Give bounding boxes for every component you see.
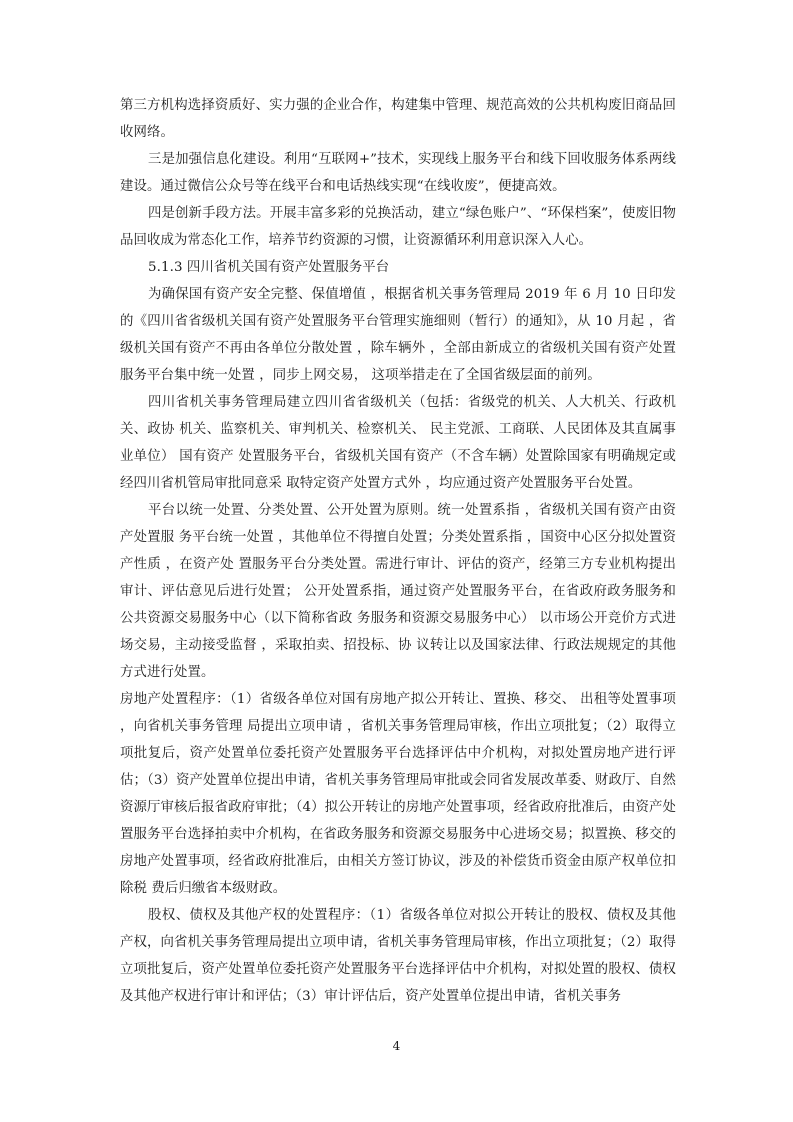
- paragraph-asset-safety: 为确保国有资产安全完整、保值增值 ，根据省机关事务管理局 2019 年 6 月 10 日印发的《四川省省级机关国有资产处置服务平台管理实施细则（暂行）的通知》，从 10 月起 ，省级机关国有资产不再由各单位分散处置 ，除车辆外 ，全部由新成立的省级机关国有资产处置服务平台集中统一处置 ，同步上网交易， 这项举措走在了全国省级层面的前列。: [120, 287, 676, 383]
- page-body: [120, 92, 676, 1010]
- paragraph-platform-establishment: 四川省机关事务管理局建立四川省省级机关（包括：省级党的机关、人大机关、行政机关、政协 机关、监察机关、审判机关、检察机关、 民主党派、工商联、人民团体及其直属事业单位） 国有资产 处置服务平台，省级机关国有资产（不含车辆）处置除国家有明确规定或经四川省机管局审批同意采 取特定资产处置方式外 ，均应通过资产处置服务平台处置。: [120, 395, 676, 491]
- paragraph-recycling-network: 第三方机构选择资质好、实力强的企业合作，构建集中管理、规范高效的公共机构废旧商品回收网络。: [120, 98, 676, 140]
- section-heading-5-1-3: 5.1.3 四川省机关国有资产处置服务平台: [148, 260, 390, 275]
- paragraph-informatization: 三是加强信息化建设。利用“互联网+”技术，实现线上服务平台和线下回收服务体系两线建设。通过微信公众号等在线平台和电话热线实现“在线收废”，便捷高效。: [120, 152, 676, 194]
- paragraph-equity-procedure: 股权、债权及其他产权的处置程序：（1）省级各单位对拟公开转让的股权、债权及其他产权，向省机关事务管理局提出立项申请，省机关事务管理局审核，作出立项批复；（2）取得立项批复后，资产处置单位委托资产处置服务平台选择评估中介机构，对拟处置的股权、债权及其他产权进行审计和评估；（3）审计评估后，资产处置单位提出申请，省机关事务: [120, 908, 676, 1004]
- paragraph-platform-principles: 平台以统一处置、分类处置、公开处置为原则。统一处置系指 ，省级机关国有资产由资产处置服 务平台统一处置 ，其他单位不得擅自处置；分类处置系指 ，国资中心区分拟处置资产性质 ，在资产处 置服务平台分类处置。需进行审计、评估的资产，经第三方专业机构提出审计、评估意见后进行处置； 公开处置系指，通过资产处置服务平台，在省政府政务服务和公共资源交易服务中心（以下简称省政 务服务和资源交易服务中心） 以市场公开竞价方式进场交易，主动接受监督 ，采取拍卖、招投标、协 议转让以及国家法律、行政法规规定的其他方式进行处置。: [120, 503, 676, 680]
- paragraph-real-estate-procedure: 房地产处置程序：（1）省级各单位对国有房地产拟公开转让、置换、移交、 出租等处置事项 ，向省机关事务管理 局提出立项申请 ，省机关事务管理局审核，作出立项批复；（2）取得立项批复后，资产处置单位委托资产处置服务平台选择评估中介机构，对拟处置房地产进行评估；（3）资产处置单位提出申请，省机关事务管理局审批或会同省发展改革委、财政厅、自然资源厅审核后报省政府审批；（4）拟公开转让的房地产处置事项，经省政府批准后，由资产处置服务平台选择拍卖中介机构，在省政务服务和资源交易服务中心进场交易；拟置换、移交的房地产处置事项，经省政府批准后，由相关方签订协议，涉及的补偿货币资金由原产权单位扣除税 费后归缴省本级财政。: [120, 692, 676, 896]
- page-number: 4: [392, 1039, 401, 1053]
- paragraph-innovation: 四是创新手段方法。开展丰富多彩的兑换活动，建立“绿色账户”、“环保档案”，使废旧物品回收成为常态化工作，培养节约资源的习惯，让资源循环利用意识深入人心。: [120, 206, 676, 248]
